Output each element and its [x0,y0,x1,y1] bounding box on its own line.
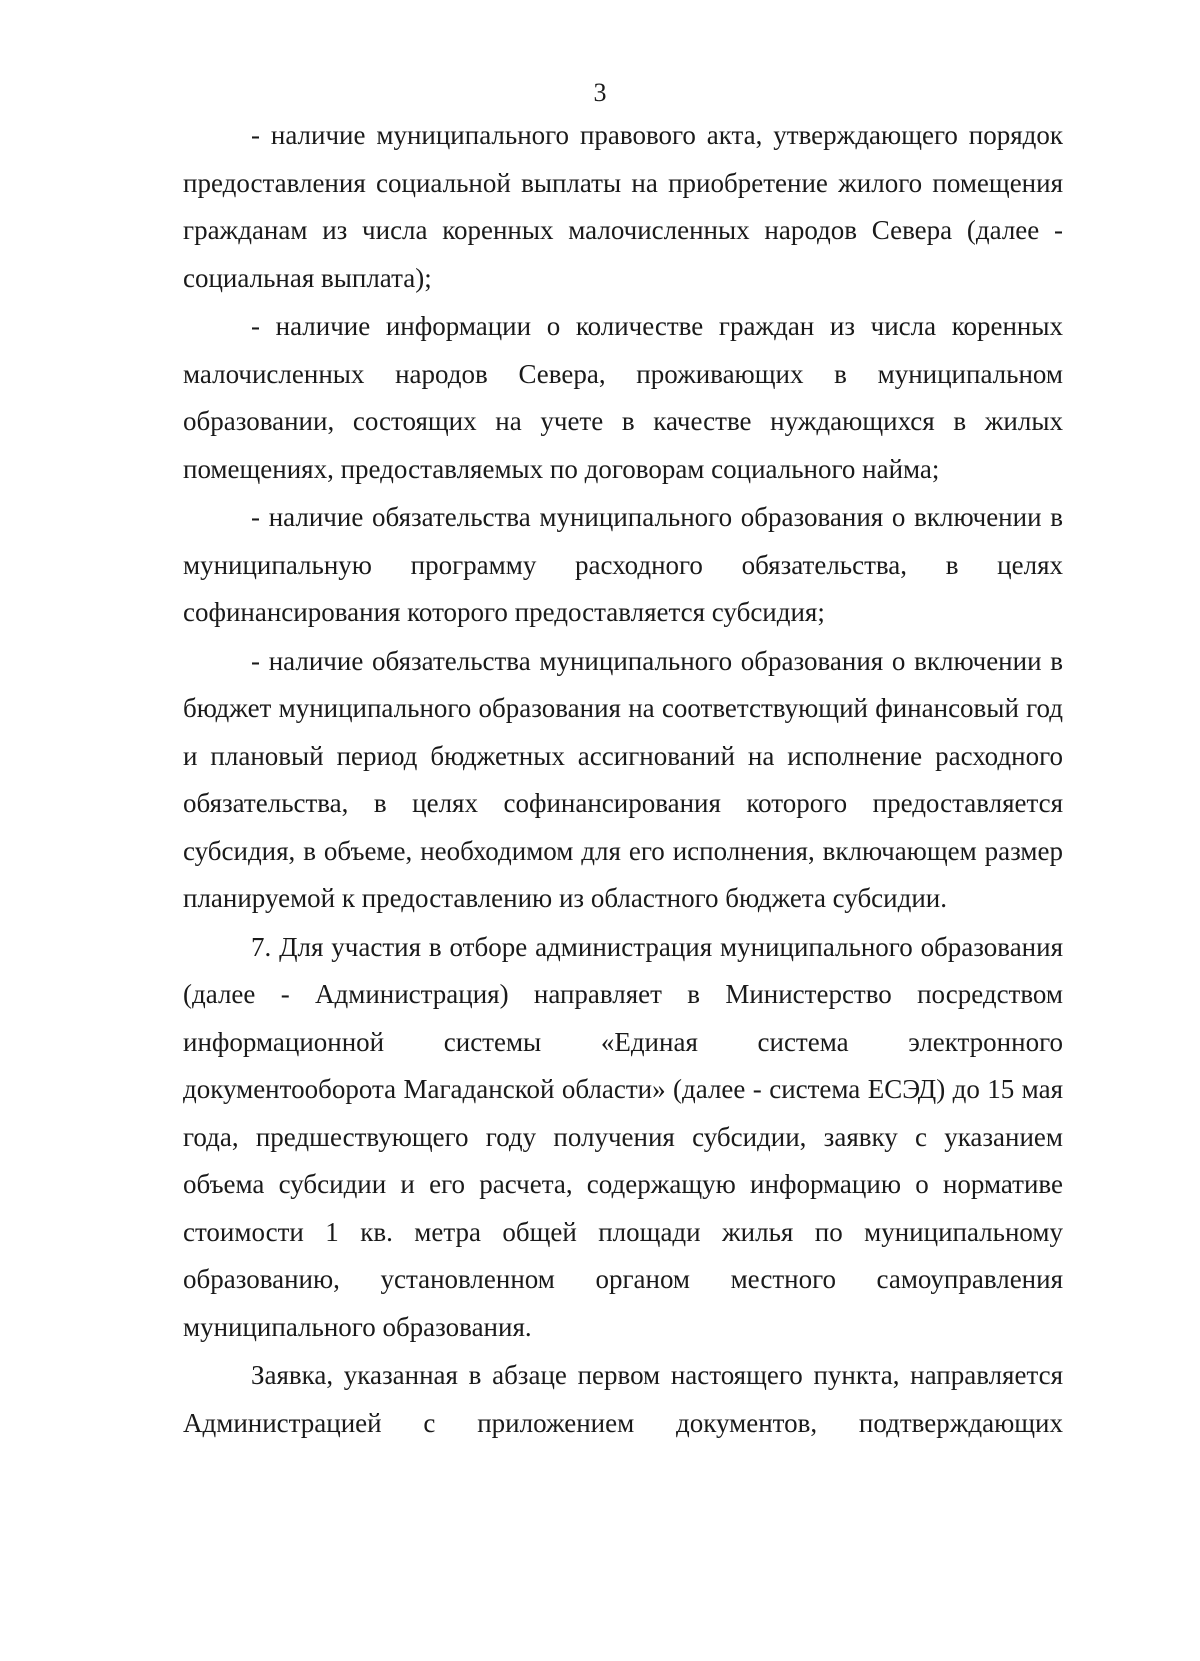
paragraph-legal-act: - наличие муниципального правового акта, утверждающего порядок предоставления социальной выплаты на приобретение жилого помещения гражданам из числа коренных малочисленных народов Севера (далее - социальная выплата); [183,120,1063,293]
paragraph-budget-obligation: - наличие обязательства муниципального образования о включении в бюджет муниципального образования на соответствующий финансовый год и плановый период бюджетных ассигнований на исполнение расходного обязательства, в целях софинансирования которого предоставляется субсидия, в объеме, необходимом для его исполнения, включающем размер планируемой к предоставлению из областного бюджета субсидии. [183,645,1063,913]
page-number: 3 [593,78,607,107]
paragraph-citizen-info: - наличие информации о количестве граждан из числа коренных малочисленных народов Севера, проживающих в муниципальном образовании, состоящих на учете в качестве нуждающихся в жилых помещениях, предоставляемых по договорам социального найма; [183,311,1063,484]
paragraph-program-obligation: - наличие обязательства муниципального образования о включении в муниципальную программу расходного обязательства, в целях софинансирования которого предоставляется субсидия; [183,502,1063,627]
paragraph-item-7: 7. Для участия в отборе администрация муниципального образования (далее - Администрация) направляет в Министерство посредством информационной системы «Единая система электронного документооборота Магаданской области» (далее - система ЕСЭД) до 15 мая года, предшествующего году получения субсидии, заявку с указанием объема субсидии и его расчета, содержащую информацию о нормативе стоимости 1 кв. метра общей площади жилья по муниципальному образованию, установленном органом местного самоуправления муниципального образования. [183,931,1063,1342]
paragraph-application: Заявка, указанная в абзаце первом настоящего пункта, направляется Администрацией с приложением документов, подтверждающих [183,1360,1063,1438]
document-body [183,112,1063,1448]
